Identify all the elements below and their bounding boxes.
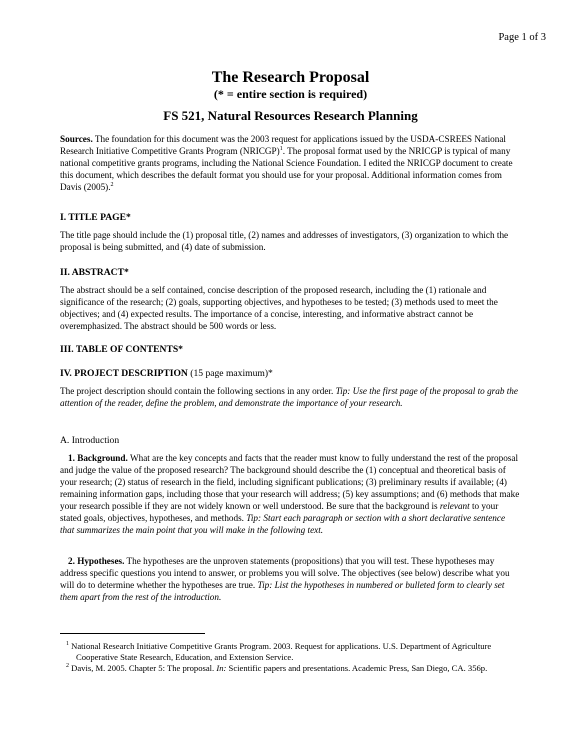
sources-paragraph (60, 133, 520, 193)
hypotheses-label: 2. Hypotheses. (68, 556, 125, 566)
hypotheses-paragraph (60, 555, 520, 603)
background-text: What are the key concepts and facts that the reader must know to fully understand the rest of the proposal and judge the value of the proposed research? The background should describe the (1) conceptual and theoretical basis of your research; (2) status of research in the field, including significant publications; (3) preliminary results if available; (4) remaining information gaps, including those that your research will address; (5) key assumptions; and (6) methods that make your research possible if they are not widely known or well understood. Be sure that the background is (60, 453, 520, 511)
footnote-2-text-a: Davis, M. 2005. Chapter 5: The proposal. (69, 663, 217, 673)
background-tip: Tip: Start each paragraph or section with a short declarative sentence that summarizes the main point that you will make in the following text. (60, 513, 506, 535)
footnote-ref-1: 1 (279, 145, 283, 152)
footnote-1-number: 1 (66, 641, 69, 648)
page-number: Page 1 of 3 (498, 32, 546, 43)
hypotheses-text: The hypotheses are the unproven statements (propositions) that you will test. These hypotheses may address specific questions you intend to answer, or problems you will solve. The objectives (see below) describe what you will do to determine whether the hypotheses are true. (60, 556, 510, 590)
section-text-title-page: The title page should include the (1) proposal title, (2) names and addresses of investigators, (3) organization to which the proposal is being submitted, and (4) date of submission. (60, 230, 509, 252)
footnote-2 (66, 663, 528, 674)
background-text-after: to your stated goals, objectives, hypotheses, and methods. (60, 501, 499, 523)
sources-text-2: . The proposal format used by the NRICGP is typical of many national competitive grants programs, including the National Science Foundation. I edited the NRICGP document to create this document, which describes the default format you should use for your proposal. Additional information comes from Davis (2005). (60, 146, 513, 192)
footnote-2-in: In: (216, 663, 227, 673)
section-heading-abstract: II. ABSTRACT* (60, 267, 129, 278)
course-title: FS 521, Natural Resources Research Planning (163, 108, 418, 123)
footnote-1-text: National Research Initiative Competitive Grants Program. 2003. Request for applications. U.S. Department of Agriculture Cooperative State Research, Education, and Extension Service. (69, 641, 492, 662)
project-description-tip: Tip: Use the first page of the proposal to grab the attention of the reader, define the problem, and demonstrate the importance of your research. (60, 386, 518, 408)
project-description-title: IV. PROJECT DESCRIPTION (60, 368, 188, 379)
page-subtitle: (* = entire section is required) (213, 87, 368, 101)
section-heading-toc: III. TABLE OF CONTENTS* (60, 344, 183, 355)
sources-text-1: The foundation for this document was the 2003 request for applications issued by the USDA-CSREES National Research Initiative Competitive Grants Program (NRICGP) (60, 134, 506, 156)
footnote-divider (60, 633, 205, 634)
sources-label: Sources. (60, 134, 93, 144)
page-title: The Research Proposal (211, 69, 370, 86)
section-text-project-description (60, 385, 520, 409)
background-italic-word: relevant (439, 501, 470, 511)
footnote-ref-2: 2 (110, 181, 114, 188)
background-paragraph (60, 452, 520, 536)
section-heading-project-description (60, 368, 273, 379)
section-heading-title-page: I. TITLE PAGE* (60, 212, 131, 223)
background-label: 1. Background. (68, 453, 128, 463)
footnote-2-number: 2 (66, 663, 69, 670)
subsection-heading-introduction: A. Introduction (60, 435, 120, 446)
hypotheses-tip: Tip: List the hypotheses in numbered or bulleted form to clearly set them apart from the rest of the introduction. (60, 580, 505, 602)
section-text-abstract: The abstract should be a self contained, concise description of the proposed research, including the (1) rationale and significance of the research; (2) goals, supporting objectives, and hypotheses to be tested; (3) methods used to meet the objectives; and (4) expected results. The importance of a concise, interesting, and informative abstract cannot be overemphasized. The abstract should be 500 words or less. (60, 285, 498, 331)
footnote-2-text-b: Scientific papers and presentations. Academic Press, San Diego, CA. 356p. (226, 663, 488, 673)
footnote-1 (66, 641, 528, 663)
project-description-note: (15 page maximum)* (187, 368, 273, 379)
project-description-text: The project description should contain the following sections in any order. (60, 386, 336, 396)
